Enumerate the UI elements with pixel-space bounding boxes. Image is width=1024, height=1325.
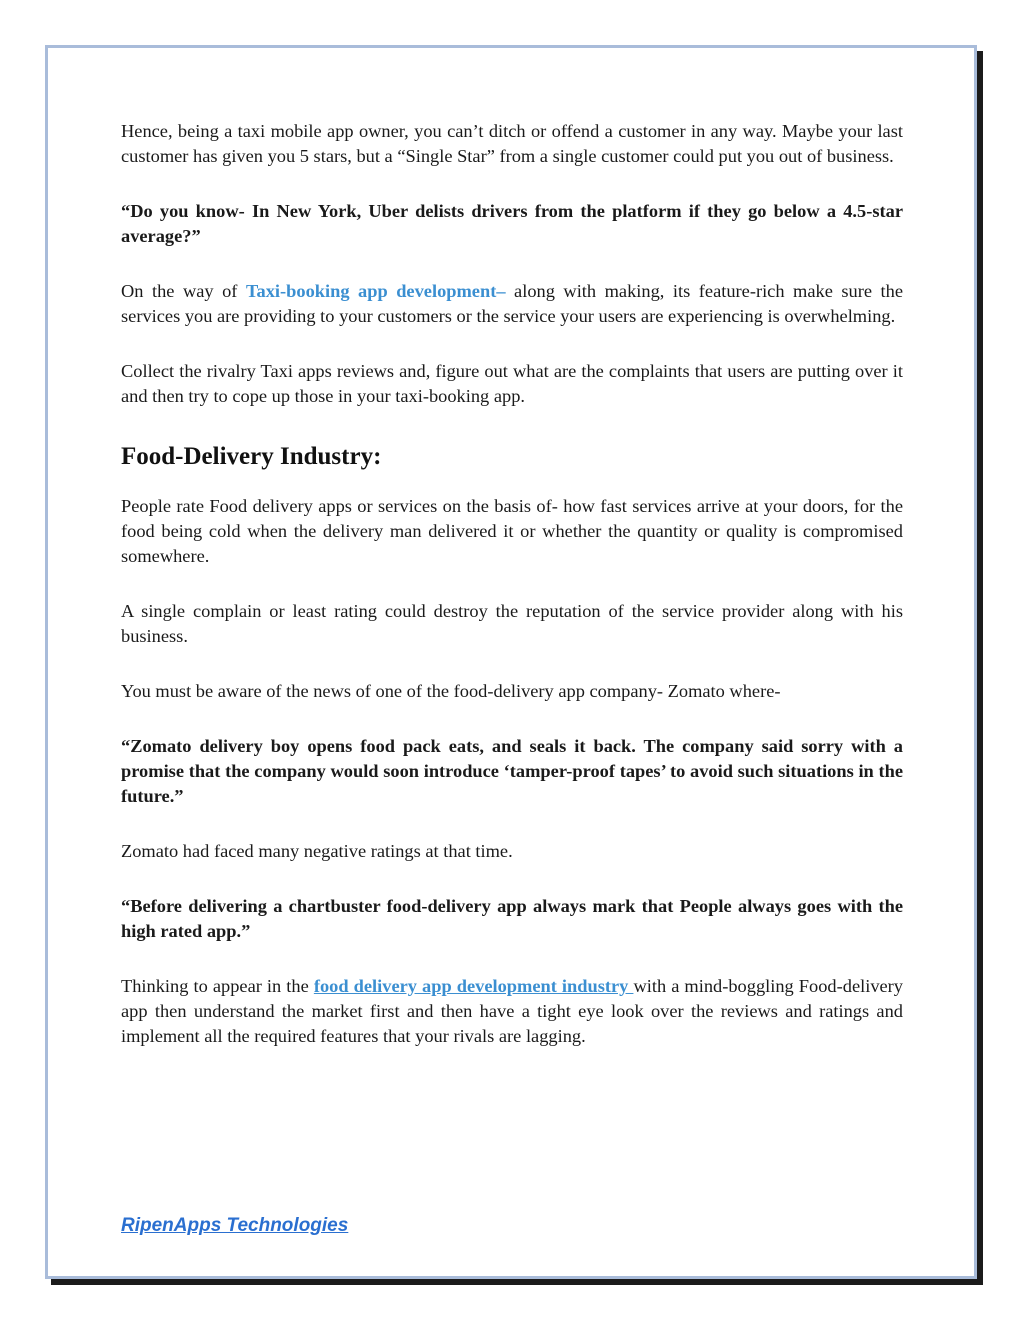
quote-zomato: “Zomato delivery boy opens food pack eats, and seals it back. The company said sorry with a promise that the company would soon introduce ‘tamper-proof tapes’ to avoid such situations in the future.”	[121, 736, 903, 806]
paragraph-single-complain: A single complain or least rating could destroy the reputation of the service provider along with his business.	[121, 601, 903, 646]
paragraph-text: along with making, its feature-rich make sure the services you are providing to your customers or the service your users are experiencing is overwhelming.	[121, 281, 904, 326]
taxi-booking-link[interactable]: Taxi-booking app development	[245, 281, 497, 301]
paragraph-text: with a mind-boggling Food-delivery app then understand the market first and then have a tight eye look over the reviews and ratings and implement all the required features that your rivals are lagging.	[121, 976, 904, 1046]
paragraph-food-rating: People rate Food delivery apps or services on the basis of- how fast services arrive at your doors, for the food being cold when the delivery man delivered it or whether the quantity or quality is compromised somewhere.	[121, 496, 903, 566]
quote-uber: “Do you know- In New York, Uber delists drivers from the platform if they go below a 4.5-star average?”	[121, 201, 903, 246]
section-heading: Food-Delivery Industry:	[121, 443, 382, 470]
paragraph-taxi-owner: Hence, being a taxi mobile app owner, you can’t ditch or offend a customer in any way. Maybe your last customer has given you 5 stars, but a “Single Star” from a single customer could put you out of business.	[121, 121, 903, 166]
paragraph-zomato-news: You must be aware of the news of one of the food-delivery app company- Zomato where-	[121, 681, 781, 701]
food-delivery-link[interactable]: food delivery app development industry	[313, 976, 634, 996]
paragraph-food-development	[121, 974, 903, 1049]
paragraph-text: Thinking to appear in the	[121, 976, 314, 996]
quote-high-rated: “Before delivering a chartbuster food-delivery app always mark that People always goes with the high rated app.”	[121, 896, 903, 941]
footer-company-link[interactable]: RipenApps Technologies	[121, 1215, 349, 1236]
document-body	[121, 119, 903, 1049]
paragraph-text: On the way of	[121, 281, 246, 301]
paragraph-negative-ratings: Zomato had faced many negative ratings at that time.	[121, 841, 513, 861]
link-dash: –	[496, 281, 515, 301]
paragraph-taxi-development	[121, 279, 903, 329]
paragraph-rivalry-reviews: Collect the rivalry Taxi apps reviews and, figure out what are the complaints that users are putting over it and then try to cope up those in your taxi-booking app.	[121, 361, 903, 406]
